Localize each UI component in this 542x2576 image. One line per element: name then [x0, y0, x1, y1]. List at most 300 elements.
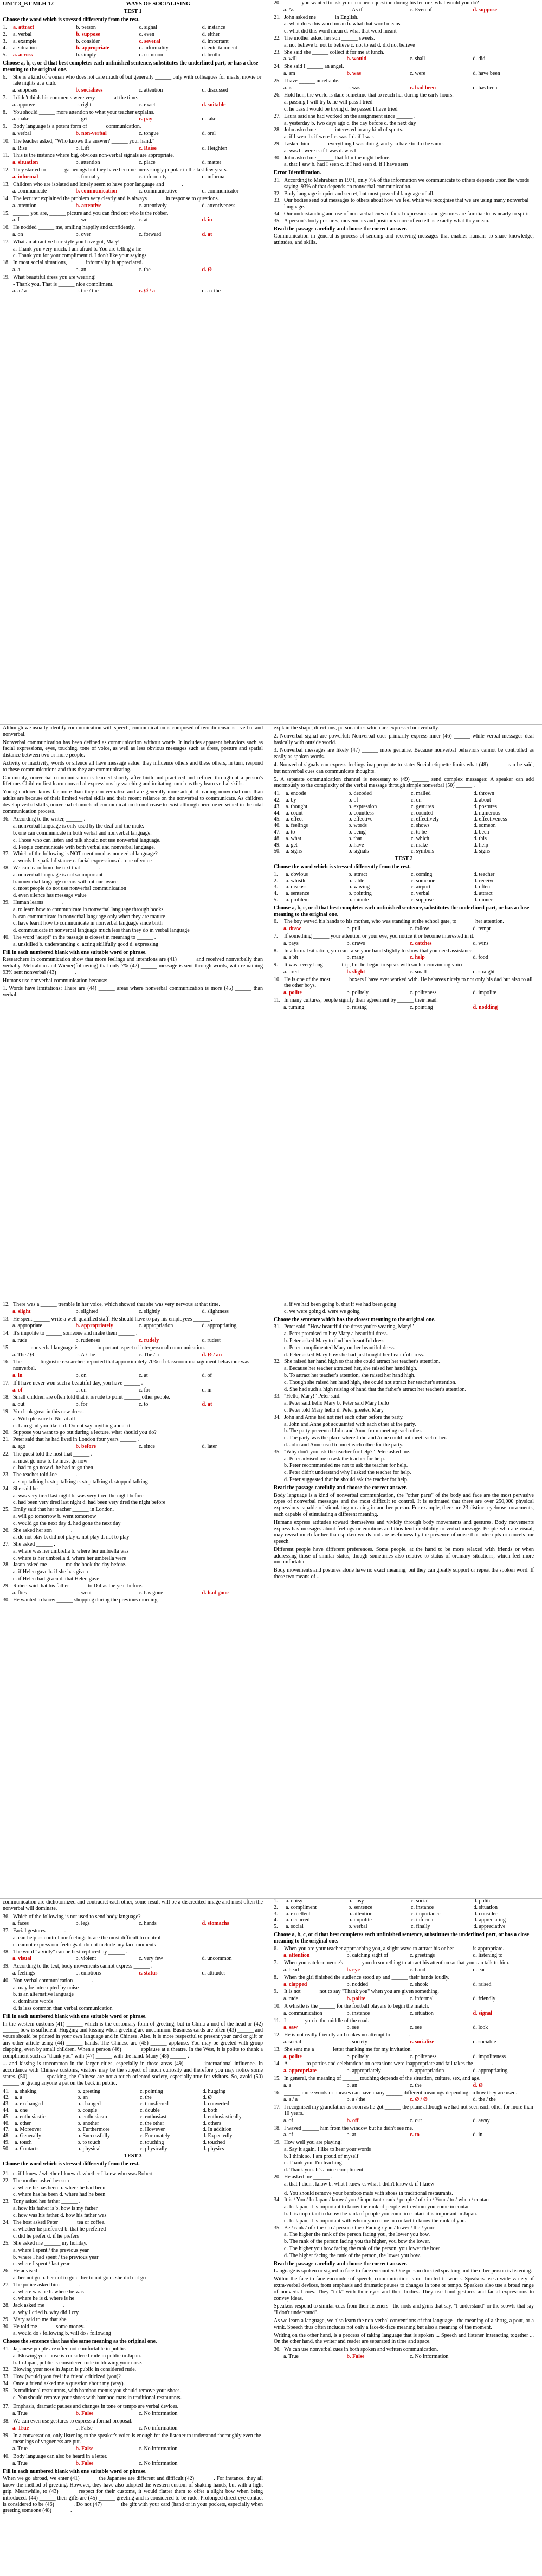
answer-option[interactable]: b. rudeness — [75, 1337, 100, 1343]
answer-option[interactable]: c. Raise — [139, 145, 157, 151]
answer-option[interactable]: b. an — [75, 267, 86, 273]
answer-option[interactable]: b. a / the — [346, 2097, 365, 2103]
answer-option[interactable]: c. at — [139, 217, 148, 223]
answer-option[interactable]: c. since — [139, 1443, 155, 1450]
answer-option[interactable]: a. Contacts — [15, 2145, 39, 2152]
answer-option[interactable]: b. A / the — [75, 1351, 95, 1358]
answer-option[interactable]: c. gestures — [411, 803, 434, 810]
answer-option[interactable]: b. False — [75, 2411, 94, 2417]
answer-option[interactable]: d. away — [473, 2117, 490, 2124]
answer-option[interactable]: a. Generally — [15, 2133, 41, 2139]
answer-option[interactable]: d. impoliteness — [473, 2053, 506, 2060]
answer-option[interactable]: b. expression — [348, 803, 377, 810]
answer-option[interactable]: a. True — [12, 2460, 28, 2466]
answer-option[interactable]: c. Even of — [410, 7, 432, 13]
answer-option[interactable]: d. enthusiastically — [202, 2113, 242, 2120]
answer-option[interactable]: c. symbols — [411, 848, 434, 855]
answer-option[interactable]: b. physical — [77, 2145, 101, 2152]
answer-option[interactable]: c. the — [140, 2094, 152, 2101]
answer-option[interactable]: a. whistle — [286, 877, 307, 884]
answer-option[interactable]: c. which — [411, 835, 429, 842]
answer-option[interactable]: c. tongue — [139, 130, 159, 137]
answer-option[interactable]: b. busy — [348, 1898, 364, 1904]
answer-option[interactable]: d. touched — [202, 2139, 225, 2145]
answer-option[interactable]: c. several — [139, 38, 160, 44]
answer-option[interactable]: b. was — [346, 70, 362, 76]
answer-option[interactable]: b. Lift — [75, 145, 89, 151]
answer-option[interactable]: b. instance — [346, 2010, 370, 2016]
answer-option[interactable]: b. legs — [75, 1920, 90, 1927]
answer-option[interactable]: b. of — [348, 797, 358, 803]
answer-option[interactable]: c. signal — [139, 24, 157, 30]
answer-option[interactable]: b. simply — [76, 52, 96, 59]
answer-option[interactable]: c. informality — [139, 45, 169, 52]
answer-option[interactable]: c. very few — [139, 1956, 163, 1962]
answer-option[interactable]: a. situation — [13, 45, 37, 52]
answer-option[interactable]: d. has been — [473, 85, 498, 91]
answer-option[interactable]: d. hugging — [202, 2088, 226, 2094]
answer-option[interactable]: a. a / a — [283, 2097, 298, 2103]
answer-option[interactable]: b. politely — [346, 2053, 369, 2060]
answer-option[interactable]: d. in — [202, 1387, 212, 1393]
answer-option[interactable]: c. greetings — [410, 1952, 435, 1959]
answer-option[interactable]: d. food — [473, 954, 488, 961]
answer-option[interactable]: b. politely — [346, 990, 369, 996]
answer-option[interactable]: a. clapped — [283, 1981, 307, 1988]
answer-option[interactable]: b. formally — [75, 174, 100, 180]
answer-option[interactable]: c. to be — [411, 829, 427, 835]
answer-option[interactable]: c. attention — [139, 87, 163, 94]
answer-option[interactable]: b. being — [348, 829, 366, 835]
answer-option[interactable]: d. others — [202, 2120, 221, 2126]
answer-option[interactable]: d. raised — [473, 1981, 492, 1988]
answer-option[interactable]: b. to touch — [77, 2139, 100, 2145]
answer-option[interactable]: b. waving — [348, 884, 370, 890]
answer-option[interactable]: b. society — [346, 2039, 367, 2045]
answer-option[interactable]: c. However — [140, 2126, 165, 2133]
answer-option[interactable]: c. instance — [411, 1904, 434, 1911]
answer-option[interactable]: a. I — [12, 217, 20, 223]
answer-option[interactable]: d. physics — [202, 2145, 224, 2152]
answer-option[interactable]: c. small — [410, 969, 427, 975]
answer-option[interactable]: a. feelings — [286, 823, 308, 829]
answer-option[interactable]: b. the / the — [75, 288, 99, 294]
answer-option[interactable]: a. by — [286, 797, 296, 803]
answer-option[interactable]: b. greeting — [77, 2088, 101, 2094]
answer-option[interactable]: c. common — [139, 52, 163, 59]
answer-option[interactable]: c. shows — [411, 823, 430, 829]
answer-option[interactable]: a. draw — [283, 926, 301, 932]
answer-option[interactable]: d. listening to — [473, 1952, 503, 1959]
answer-option[interactable]: c. airport — [411, 884, 431, 890]
answer-option[interactable]: b. attentive — [75, 202, 102, 209]
answer-option[interactable]: a. signs — [286, 848, 302, 855]
answer-option[interactable]: b. effective — [348, 816, 373, 823]
answer-option[interactable]: c. physically — [140, 2145, 167, 2152]
answer-option[interactable]: b. False — [75, 2446, 94, 2452]
answer-option[interactable]: b. slight — [346, 969, 365, 975]
answer-option[interactable]: a. Rise — [12, 145, 28, 151]
answer-option[interactable]: b. we — [75, 217, 88, 223]
answer-option[interactable]: a. encode — [286, 791, 306, 797]
answer-option[interactable]: a. get — [286, 842, 298, 848]
answer-option[interactable]: a. am — [283, 70, 295, 76]
answer-option[interactable]: c. informally — [139, 174, 167, 180]
answer-option[interactable]: c. the other — [140, 2120, 164, 2126]
answer-option[interactable]: a. excellent — [286, 1911, 311, 1917]
answer-option[interactable]: c. finally — [411, 1924, 430, 1930]
answer-option[interactable]: d. both — [202, 2107, 218, 2113]
answer-option[interactable]: c. socialize — [410, 2039, 434, 2045]
answer-option[interactable]: c. rudely — [139, 1337, 159, 1343]
answer-option[interactable]: b. verbal — [348, 1924, 367, 1930]
answer-option[interactable]: a. occurred — [286, 1917, 310, 1924]
answer-option[interactable]: c. double — [140, 2107, 160, 2113]
answer-option[interactable] — [202, 2425, 263, 2432]
answer-option[interactable]: d. friendly — [473, 1996, 496, 2002]
answer-option[interactable]: d. attract — [473, 890, 493, 897]
answer-option[interactable]: d. this — [473, 835, 487, 842]
answer-option[interactable]: c. has gone — [139, 1590, 163, 1596]
answer-option[interactable]: d. tempt — [473, 926, 491, 932]
answer-option[interactable]: a. of — [12, 1387, 23, 1393]
answer-option[interactable]: a. The / Ø — [12, 1351, 34, 1358]
answer-option[interactable]: a. rude — [12, 1337, 28, 1343]
answer-option[interactable]: a. on — [12, 232, 23, 238]
answer-option[interactable]: d. attentiveness — [202, 202, 236, 209]
answer-option[interactable]: a. turning — [283, 1004, 305, 1010]
answer-option[interactable]: b. socializes — [75, 87, 103, 94]
answer-option[interactable]: b. draws — [346, 940, 365, 946]
answer-option[interactable]: a. pays — [283, 940, 299, 946]
answer-option[interactable]: a. one — [15, 2107, 28, 2113]
answer-option[interactable]: c. transferred — [140, 2101, 169, 2107]
answer-option[interactable]: a. appropriate — [12, 1323, 42, 1329]
answer-option[interactable]: a. other — [15, 2120, 31, 2126]
answer-option[interactable]: d. impolite — [473, 990, 496, 996]
answer-option[interactable]: b. appropriate — [76, 45, 109, 52]
answer-option[interactable]: b. violent — [75, 1956, 96, 1962]
answer-option[interactable]: a. flies — [12, 1590, 27, 1596]
answer-option[interactable]: d. receive — [473, 877, 495, 884]
answer-option[interactable]: b. impolite — [348, 1917, 372, 1924]
answer-option[interactable]: a. across — [13, 52, 33, 59]
answer-option[interactable]: a. faces — [12, 1920, 29, 1927]
answer-option[interactable]: d. of — [202, 1372, 212, 1379]
answer-option[interactable]: d. important — [202, 38, 229, 44]
answer-option[interactable]: c. Ø / a — [139, 288, 155, 294]
answer-option[interactable]: d. nodding — [473, 1004, 498, 1010]
answer-option[interactable]: d. either — [202, 31, 220, 37]
answer-option[interactable]: d. situation — [473, 1904, 498, 1911]
answer-option[interactable]: d. appreciating — [473, 1917, 506, 1924]
answer-option[interactable]: d. wins — [473, 940, 489, 946]
answer-option[interactable]: a. saw — [283, 2024, 298, 2031]
answer-option[interactable]: d. at — [202, 232, 212, 238]
answer-option[interactable] — [473, 2354, 534, 2360]
answer-option[interactable]: c. see — [410, 2024, 422, 2031]
answer-option[interactable]: b. changed — [77, 2101, 101, 2107]
answer-option[interactable]: d. polite — [473, 1898, 492, 1904]
answer-option[interactable]: a. informal — [12, 174, 38, 180]
answer-option[interactable]: c. importance — [411, 1911, 441, 1917]
answer-option[interactable]: a. problem — [286, 896, 309, 903]
answer-option[interactable]: d. oral — [202, 130, 216, 137]
answer-option[interactable]: d. communicator — [202, 188, 239, 195]
answer-option[interactable]: d. in — [202, 217, 212, 223]
answer-option[interactable]: d. rudest — [202, 1337, 221, 1343]
answer-option[interactable]: b. Furthermore — [77, 2126, 110, 2133]
answer-option[interactable]: a. shaking — [15, 2088, 37, 2094]
answer-option[interactable]: b. False — [75, 2425, 93, 2431]
answer-option[interactable]: c. social — [411, 1898, 429, 1904]
answer-option[interactable]: d. brother — [202, 52, 223, 59]
answer-option[interactable]: b. suppose — [76, 31, 100, 37]
answer-option[interactable]: c. someone — [411, 877, 435, 884]
answer-option[interactable]: c. shall — [410, 56, 425, 62]
answer-option[interactable]: a. is — [283, 85, 293, 91]
answer-option[interactable]: c. communicative — [139, 188, 178, 195]
answer-option[interactable]: b. appropriately — [75, 1323, 113, 1329]
answer-option[interactable]: b. signals — [348, 848, 369, 855]
answer-option[interactable]: c. counted — [411, 810, 434, 816]
answer-option[interactable]: a. True — [283, 2354, 299, 2360]
answer-option[interactable]: a. slight — [12, 1308, 31, 1315]
answer-option[interactable]: a. obvious — [286, 871, 308, 877]
answer-option[interactable]: d. postures — [473, 803, 497, 810]
answer-option[interactable]: c. enthusiast — [140, 2113, 167, 2120]
answer-option[interactable]: d. often — [473, 884, 491, 890]
answer-option[interactable]: b. polite — [346, 1996, 365, 2002]
answer-option[interactable]: b. have — [348, 842, 364, 848]
answer-option[interactable]: c. attentively — [139, 202, 167, 209]
answer-option[interactable]: b. pull — [346, 926, 361, 932]
answer-option[interactable]: d. appropriating — [473, 2068, 508, 2074]
answer-option[interactable]: c. on — [411, 797, 422, 803]
answer-option[interactable]: a. communication — [283, 2010, 322, 2016]
answer-option[interactable]: c. politeness — [410, 990, 437, 996]
answer-option[interactable]: d. about — [473, 797, 491, 803]
answer-option[interactable]: a. True — [12, 2411, 28, 2417]
answer-option[interactable]: c. the — [410, 2082, 422, 2088]
answer-option[interactable]: b. As if — [346, 7, 363, 13]
answer-option[interactable]: c. hand — [410, 1966, 425, 1973]
answer-option[interactable]: b. an — [77, 2094, 88, 2101]
answer-option[interactable]: d. consider — [473, 1911, 498, 1917]
answer-option[interactable]: d. In addition — [202, 2126, 232, 2133]
answer-option[interactable]: a. attract — [13, 24, 34, 30]
answer-option[interactable]: a. to — [286, 829, 295, 835]
answer-option[interactable]: d. help — [473, 842, 488, 848]
answer-option[interactable]: b. Successfully — [77, 2133, 111, 2139]
answer-option[interactable]: d. converted — [202, 2101, 229, 2107]
answer-option[interactable]: a. attention — [12, 202, 37, 209]
answer-option[interactable]: b. pointing — [348, 890, 372, 897]
answer-option[interactable]: d. had gone — [202, 1590, 229, 1596]
answer-option[interactable]: b. attention — [348, 1911, 373, 1917]
answer-option[interactable]: d. Heighten — [202, 145, 228, 151]
answer-option[interactable]: c. even — [139, 31, 154, 37]
answer-option[interactable]: a. thought — [286, 803, 307, 810]
answer-option[interactable]: d. the / the — [473, 2097, 496, 2103]
answer-option[interactable]: b. an — [346, 2082, 357, 2088]
answer-option[interactable]: d. discussed — [202, 87, 228, 94]
answer-option[interactable]: b. enthusiasm — [77, 2113, 107, 2120]
answer-option[interactable]: b. False — [75, 2460, 94, 2466]
answer-option[interactable]: b. table — [348, 877, 364, 884]
answer-option[interactable]: c. catches — [410, 940, 432, 946]
answer-option[interactable]: a. visual — [12, 1956, 32, 1962]
answer-option[interactable]: a. touch — [15, 2139, 32, 2145]
answer-option[interactable]: b. consider — [76, 38, 100, 44]
answer-option[interactable]: b. another — [77, 2120, 99, 2126]
answer-option[interactable]: d. at — [202, 1401, 212, 1408]
answer-option[interactable]: c. appropriation — [410, 2068, 444, 2074]
answer-option[interactable]: c. at — [139, 1372, 148, 1379]
answer-option[interactable]: d. teacher — [473, 871, 495, 877]
answer-option[interactable]: b. person — [76, 24, 96, 30]
answer-option[interactable]: b. on — [75, 1387, 87, 1393]
answer-option[interactable]: d. Expectedly — [202, 2133, 233, 2139]
answer-option[interactable]: a. discuss — [286, 884, 307, 890]
answer-option[interactable]: a. appropriate — [283, 2068, 317, 2074]
answer-option[interactable]: b. on — [75, 1372, 87, 1379]
answer-option[interactable]: c. make — [411, 842, 428, 848]
answer-option[interactable]: a. noisy — [286, 1898, 303, 1904]
answer-option[interactable]: a. sentence — [286, 890, 309, 897]
answer-option[interactable]: b. couple — [77, 2107, 98, 2113]
answer-option[interactable]: d. dinner — [473, 896, 493, 903]
answer-option[interactable]: b. would — [346, 56, 367, 62]
answer-option[interactable]: a. verbal — [13, 31, 32, 37]
answer-option[interactable]: b. words — [348, 823, 367, 829]
answer-option[interactable]: d. informal — [202, 174, 226, 180]
answer-option[interactable]: d. later — [202, 1443, 217, 1450]
answer-option[interactable]: b. for — [75, 1401, 88, 1408]
answer-option[interactable]: d. thrown — [473, 791, 494, 797]
answer-option[interactable]: a. out — [12, 1401, 25, 1408]
answer-option[interactable]: a. ago — [12, 1443, 25, 1450]
answer-option[interactable] — [202, 2411, 263, 2417]
answer-option[interactable]: d. suppose — [473, 7, 497, 13]
answer-option[interactable]: d. signal — [473, 2010, 493, 2016]
answer-option[interactable]: d. have been — [473, 70, 500, 76]
answer-option[interactable]: c. out — [410, 2117, 422, 2124]
answer-option[interactable]: c. help — [410, 954, 425, 961]
answer-option[interactable]: b. many — [346, 954, 364, 961]
answer-option[interactable]: c. forward — [139, 232, 162, 238]
answer-option[interactable]: a. a — [12, 267, 20, 273]
answer-option[interactable]: a. feelings — [12, 1970, 35, 1976]
answer-option[interactable]: d. attitudes — [202, 1970, 226, 1976]
answer-option[interactable]: d. been — [473, 829, 489, 835]
answer-option[interactable]: d. numerous — [473, 810, 500, 816]
answer-option[interactable]: d. matter — [202, 159, 222, 166]
answer-option[interactable]: d. suitable — [202, 101, 226, 108]
answer-option[interactable]: c. mailed — [411, 791, 431, 797]
answer-option[interactable]: b. eye — [346, 1966, 360, 1973]
answer-option[interactable]: c. touching — [140, 2139, 164, 2145]
answer-option[interactable]: a. head — [283, 1966, 299, 1973]
answer-option[interactable]: a. exchanged — [15, 2101, 43, 2107]
answer-option[interactable]: d. uncommon — [202, 1956, 232, 1962]
answer-option[interactable]: d. Ø — [202, 267, 212, 273]
answer-option[interactable]: a. will — [283, 56, 297, 62]
answer-option[interactable]: b. right — [75, 101, 92, 108]
answer-option[interactable]: a. polite — [283, 2053, 302, 2060]
answer-option[interactable]: d. signs — [473, 848, 491, 855]
answer-option[interactable]: d. appropriating — [202, 1323, 237, 1329]
answer-option[interactable]: c. follow — [410, 926, 429, 932]
answer-option[interactable]: b. non-verbal — [75, 130, 107, 137]
answer-option[interactable]: c. No information — [139, 2460, 178, 2466]
answer-option[interactable]: c. Fortunately — [140, 2133, 170, 2139]
answer-option[interactable]: a. effect — [286, 816, 304, 823]
answer-option[interactable]: d. ear — [473, 1966, 485, 1973]
answer-option[interactable]: b. raising — [346, 1004, 367, 1010]
answer-option[interactable]: b. catching sight of — [346, 1952, 389, 1959]
answer-option[interactable]: a. communicate — [12, 188, 47, 195]
answer-option[interactable]: b. appropriately — [346, 2068, 381, 2074]
answer-option[interactable]: d. Ø — [202, 2094, 212, 2101]
answer-option[interactable]: a. of — [283, 2117, 293, 2124]
answer-option[interactable]: d. Ø / an — [202, 1351, 222, 1358]
answer-option[interactable]: b. slighted — [75, 1308, 99, 1315]
answer-option[interactable]: a. verbal — [12, 130, 31, 137]
answer-option[interactable]: d. someon — [473, 823, 496, 829]
answer-option[interactable]: a. tired — [283, 969, 299, 975]
answer-option[interactable]: c. verbal — [411, 890, 430, 897]
answer-option[interactable]: b. minute — [348, 896, 369, 903]
answer-option[interactable]: c. The / a — [139, 1351, 159, 1358]
answer-option[interactable]: a. polite — [283, 990, 302, 996]
answer-option[interactable]: a. in — [12, 1372, 23, 1379]
answer-option[interactable]: b. off — [346, 2117, 359, 2124]
answer-option[interactable]: c. No information — [139, 2425, 178, 2431]
answer-option[interactable]: b. that — [348, 835, 362, 842]
answer-option[interactable]: c. No information — [410, 2354, 449, 2360]
answer-option[interactable]: a. count — [286, 810, 303, 816]
answer-option[interactable]: c. to — [410, 2132, 420, 2138]
answer-option[interactable]: a. a bit — [283, 954, 298, 961]
answer-option[interactable]: d. instance — [202, 24, 225, 30]
answer-option[interactable]: b. countless — [348, 810, 374, 816]
answer-option[interactable]: b. emotions — [75, 1970, 101, 1976]
answer-option[interactable]: b. went — [75, 1590, 92, 1596]
answer-option[interactable]: c. politeness — [410, 2053, 437, 2060]
answer-option[interactable]: a. supposes — [12, 87, 37, 94]
answer-option[interactable]: c. No information — [139, 2411, 178, 2417]
answer-option[interactable]: b. communication — [75, 188, 118, 195]
answer-option[interactable]: c. No information — [139, 2446, 178, 2452]
answer-option[interactable]: a. a — [15, 2094, 22, 2101]
answer-option[interactable]: a. compliment — [286, 1904, 317, 1911]
answer-option[interactable]: a. True — [12, 2446, 28, 2452]
answer-option[interactable]: b. over — [75, 232, 91, 238]
answer-option[interactable]: d. a / the — [202, 288, 221, 294]
answer-option[interactable]: a. As — [283, 7, 294, 13]
answer-option[interactable]: c. shook — [410, 1981, 428, 1988]
answer-option[interactable]: b. attention — [75, 159, 100, 166]
answer-option[interactable]: c. hands — [139, 1920, 157, 1927]
answer-option[interactable]: c. appropriation — [139, 1323, 173, 1329]
answer-option[interactable]: d. Ø — [473, 2082, 483, 2088]
answer-option[interactable]: b. see — [346, 2024, 359, 2031]
answer-option[interactable]: c. place — [139, 159, 156, 166]
answer-option[interactable]: a. approve — [12, 101, 35, 108]
answer-option[interactable]: a. what — [286, 835, 301, 842]
answer-option[interactable]: b. decoded — [348, 791, 372, 797]
